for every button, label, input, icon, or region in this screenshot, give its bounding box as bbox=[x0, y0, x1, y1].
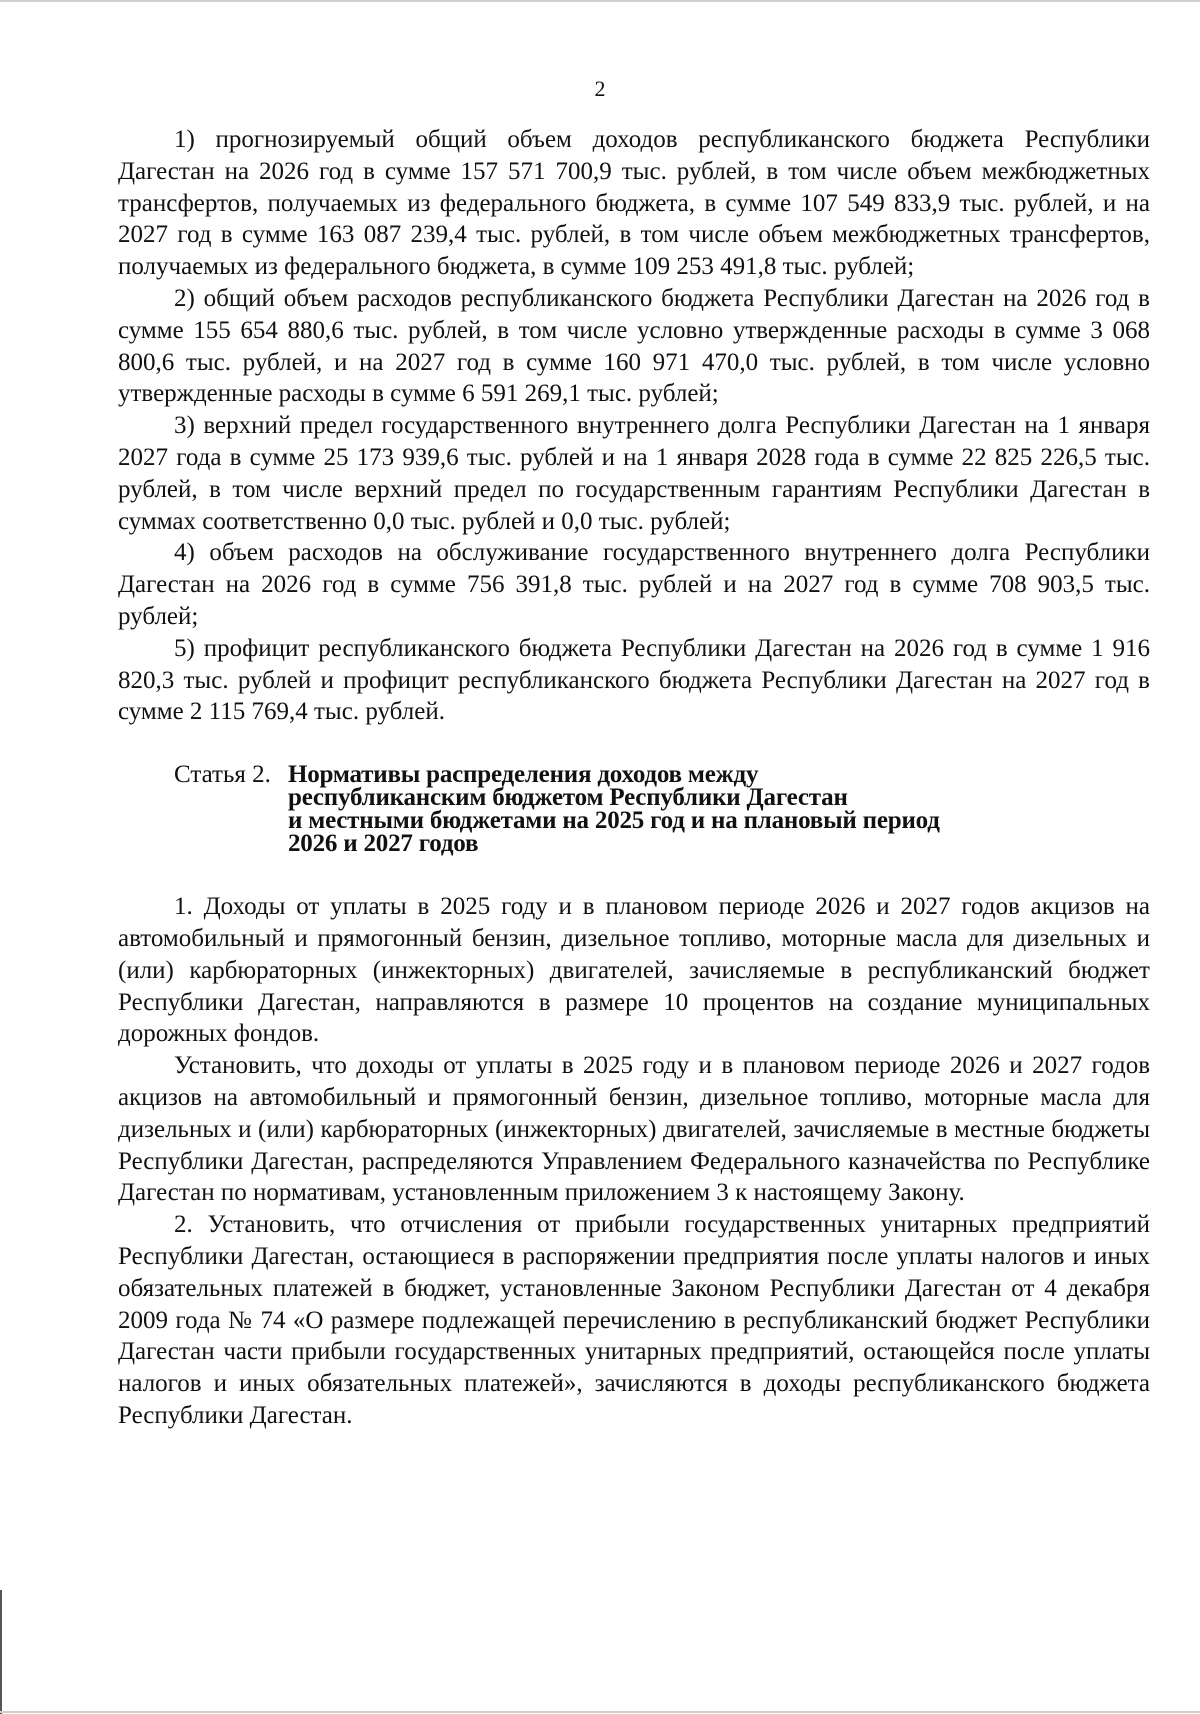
paragraph-profit-deductions: 2. Установить, что отчисления от прибыли государственных унитарных предприятий Республики Дагестан, остающиеся в распоряжении предприятия после уплаты налогов и иных обязательных платежей в бюджет, установленные Законом Республики Дагестан от 4 декабря 2009 года № 74 «О размере подлежащей перечислению в республиканский бюджет Республики Дагестан части прибыли государственных унитарных предприятий, остающейся после уплаты налогов и иных обязательных платежей», зачисляются в доходы республиканского бюджета Республики Дагестан. bbox=[118, 1211, 1150, 1429]
paragraph-excise-distribution: Установить, что доходы от уплаты в 2025 году и в плановом периоде 2026 и 2027 годов акцизов на автомобильный и прямогонный бензин, дизельное топливо, моторные масла для дизельных и (или) карбюраторных (инжекторных) двигателей, зачисляемые в местные бюджеты Республики Дагестан, распределяются Управлением Федерального казначейства по Республике Дагестан по нормативам, установленным приложением 3 к настоящему Закону. bbox=[118, 1052, 1150, 1207]
paragraph-debt-limit: 3) верхний предел государственного внутреннего долга Республики Дагестан на 1 января 2027 года в сумме 25 173 939,6 тыс. рублей и на 1 января 2028 года в сумме 22 825 226,5 тыс. рублей, в том числе верхний предел по государственным гарантиям Республики Дагестан в суммах соответственно 0,0 тыс. рублей и 0,0 тыс. рублей; bbox=[118, 412, 1150, 535]
paragraph-expenses: 2) общий объем расходов республиканского бюджета Республики Дагестан на 2026 год в сумме 155 654 880,6 тыс. рублей, в том числе условно утвержденные расходы в сумме 3 068 800,6 тыс. рублей, и на 2027 год в сумме 160 971 470,0 тыс. рублей, в том числе условно утвержденные расходы в сумме 6 591 269,1 тыс. рублей; bbox=[118, 284, 1150, 408]
scan-edge-bottom bbox=[0, 1711, 1200, 1713]
paragraph-surplus: 5) профицит республиканского бюджета Республики Дагестан на 2026 год в сумме 1 916 820,3 тыс. рублей и профицит республиканского бюджета Республики Дагестан на 2027 год в сумме 2 115 769,4 тыс. рублей. bbox=[118, 634, 1150, 726]
page-number: 2 bbox=[594, 76, 606, 101]
document-body bbox=[118, 124, 1150, 1432]
article-heading bbox=[118, 761, 1150, 858]
scan-edge-top bbox=[0, 0, 1200, 2]
article-title: Нормативы распределения доходов между республиканским бюджетом Республики Дагестан и местными бюджетами на 2025 год и на плановый период 2026 и 2027 годов bbox=[288, 761, 940, 858]
paragraph-excise-funds: 1. Доходы от уплаты в 2025 году и в плановом периоде 2026 и 2027 годов акцизов на автомобильный и прямогонный бензин, дизельное топливо, моторные масла для дизельных и (или) карбюраторных (инжекторных) двигателей, зачисляемые в республиканский бюджет Республики Дагестан, направляются в размере 10 процентов на создание муниципальных дорожных фондов. bbox=[118, 893, 1150, 1048]
paragraph-debt-service: 4) объем расходов на обслуживание государственного внутреннего долга Республики Дагестан на 2026 год в сумме 756 391,8 тыс. рублей и на 2027 год в сумме 708 903,5 тыс. рублей; bbox=[118, 539, 1150, 630]
article-number: Статья 2. bbox=[174, 761, 271, 789]
scan-edge-left bbox=[0, 1590, 2, 1714]
paragraph-income: 1) прогнозируемый общий объем доходов республиканского бюджета Республики Дагестан на 2026 год в сумме 157 571 700,9 тыс. рублей, в том числе объем межбюджетных трансфертов, получаемых из федерального бюджета, в сумме 107 549 833,9 тыс. рублей, и на 2027 год в сумме 163 087 239,4 тыс. рублей, в том числе объем межбюджетных трансфертов, получаемых из федерального бюджета, в сумме 109 253 491,8 тыс. рублей; bbox=[118, 126, 1150, 281]
